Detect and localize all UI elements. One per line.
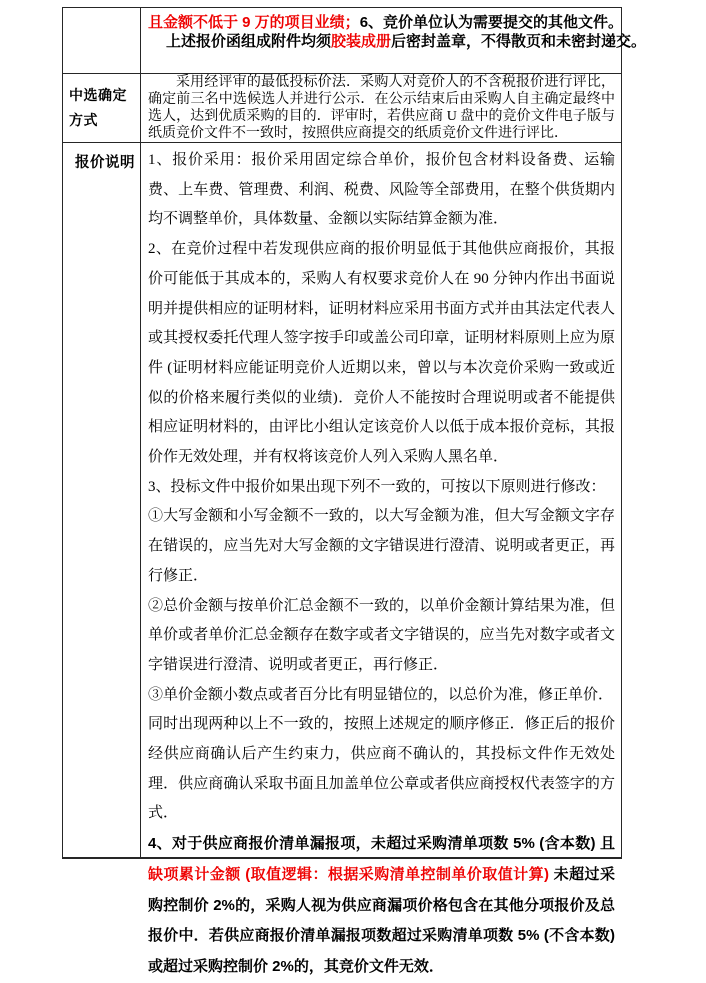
paragraph [148,829,615,983]
row-label-empty [63,8,141,73]
paragraph [148,502,615,591]
paragraph [148,710,615,829]
highlighted-text: 胶装成册 [331,32,392,50]
text-segment: 3、投标文件中报价如果出现下列不一致的，可按以下原则进行修改： [148,478,606,495]
text-segment: ①大写金额和小写金额不一致的，以大写金额为准，但大写金额文字存在错误的，应当先对大写金额的文字错误进行澄清、说明或者更正，再行修正． [148,508,615,584]
highlighted-text: 且金额不低于 9 万的项目业绩； [148,14,360,31]
row-label-quotation-notes: 报价说明 [63,143,141,857]
text-segment: 4、对于供应商报价清单漏报项，未超过采购清单项数 5% (含本数) 且 [148,835,615,853]
text-segment: 1、报价采用：报价采用固定综合单价，报价包含材料设备费、运输费、上车费、管理费、利润、税费、风险等全部费用，在整个供货期内均不调整单价，具体数量、金额以实际结算金额为准． [148,152,615,228]
row-content-attachment-requirements [141,8,652,73]
paragraph [148,681,615,711]
text-segment: ②总价金额与按单价汇总金额不一致的，以单价金额计算结果为准，但单价或者单价汇总金额存在数字或者文字错误的，应当先对数字或者文字错误进行澄清、说明或者更正，再行修正． [148,597,615,673]
text-segment: ③单价金额小数点或者百分比有明显错位的，以总价为准，修正单价． [148,686,614,703]
text-segment: 采用经评审的最低投标价法．采购人对竞价人的不含税报价进行评比，确定前三名中选候选人并进行公示．在公示结束后由采购人自主确定最终中选人，达到优质采购的目的．评审时，若供应商 U 盘中的竞价文件电子版与纸质竞价文件不一致时，按照供应商提交的纸质竞价文件进行评比． [148,75,615,141]
paragraph [148,235,615,473]
highlighted-text: 缺项累计金额 (取值逻辑：根据采购清单控制单价取值计算) [148,865,554,883]
procurement-terms-table [62,7,647,975]
paragraph [148,592,615,681]
paragraph [148,473,615,503]
table-row-winner-determination [63,73,621,142]
text-segment: 未超过采购控制价 2%的，采购人视为供应商漏项价格包含在其他分项报价及总报价中．若供应商报价清单漏报项数超过采购清单项数 5% (不含本数) 或超过采购控制价 2%的，其竞价文件无效． [148,865,615,975]
row-content-quotation-notes [141,143,621,975]
text-segment: 上述报价函组成附件均须 [166,32,332,50]
table-row-quotation-notes [63,142,621,975]
text-segment: 同时出现两种以上不一致的，按照上述规定的顺序修正．修正后的报价经供应商确认后产生约束力，供应商不确认的，其投标文件作无效处理．供应商确认采取书面且加盖单位公章或者供应商授权代表签字的方式． [148,716,615,822]
paragraph [148,146,615,235]
text-segment: 2、在竞价过程中若发现供应商的报价明显低于其他供应商报价，其报价可能低于其成本的，采购人有权要求竞价人在 90 分钟内作出书面说明并提供相应的证明材料，证明材料应采用书面方式并由其法定代表人或其授权委托代理人签字按手印或盖公司印章，证明材料原则上应为原件 (证明材料应能证明竞价人近期以来，曾以与本次竞价采购一致或近似的价格来履行类似的业绩)．竞价人不能按时合理说明或者不能提供相应证明材料的，由评比小组认定该竞价人以低于成本报价竞标，其报价作无效处理，并有权将该竞价人列入采购人黑名单． [148,241,615,466]
row-label-winner-determination: 中选确定方式 [63,74,141,142]
notice-line [148,14,646,33]
row-content-winner-determination [141,74,621,142]
paragraph [148,75,615,143]
table-row-attachment-requirements [63,8,647,73]
text-segment: 6、竞价单位认为需要提交的其他文件。 [359,14,624,31]
notice-line [148,33,646,52]
text-segment: 后密封盖章，不得散页和未密封递交。 [391,32,647,50]
